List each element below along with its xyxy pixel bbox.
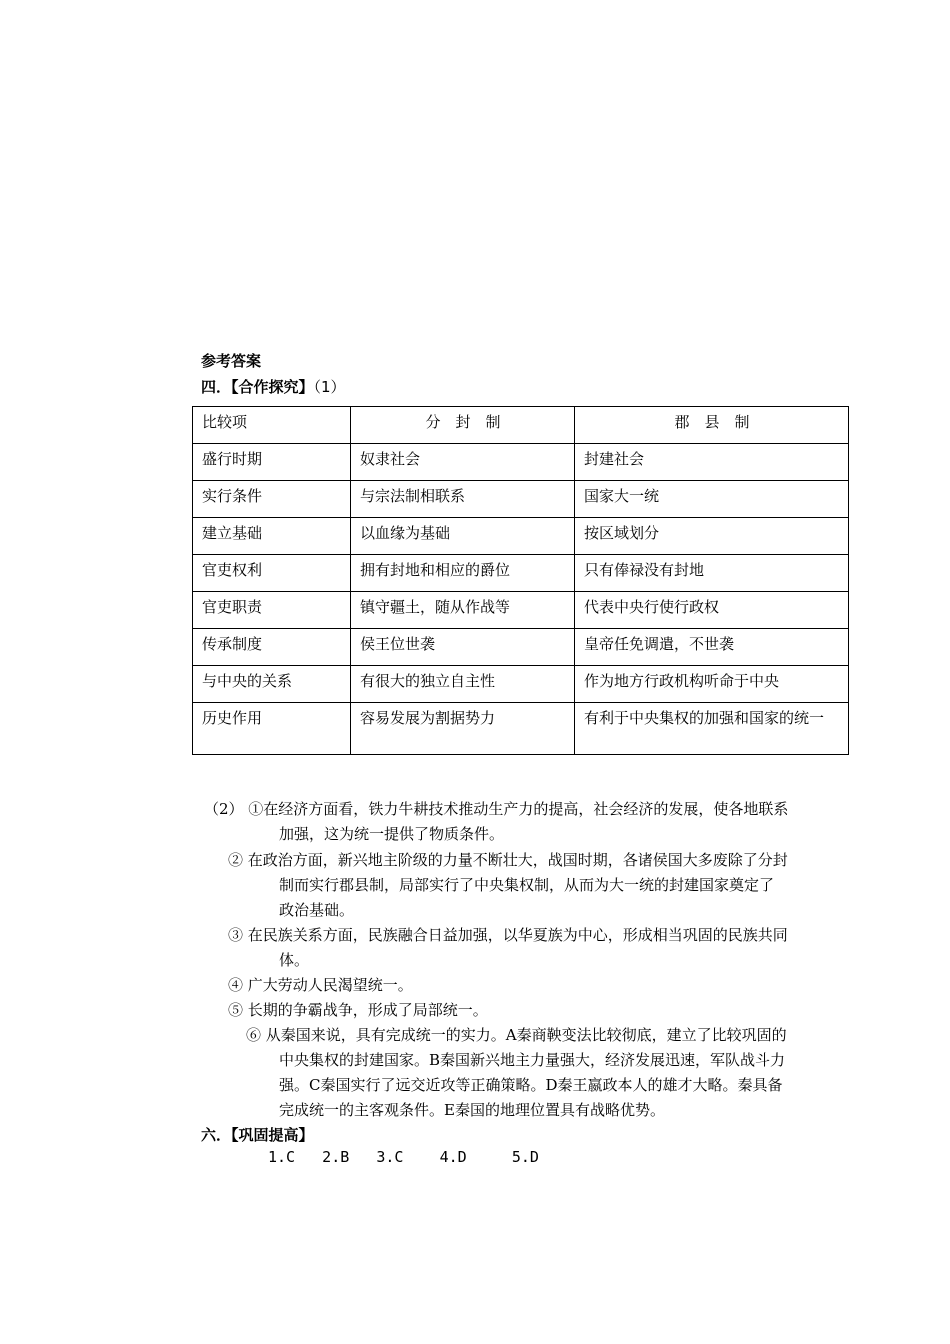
table-cell: 容易发展为割据势力 bbox=[351, 703, 575, 755]
table-cell: 拥有封地和相应的爵位 bbox=[351, 555, 575, 592]
table-cell: 建立基础 bbox=[193, 518, 351, 555]
table-header-row bbox=[193, 407, 849, 444]
table-row bbox=[193, 592, 849, 629]
table-row bbox=[193, 555, 849, 592]
table-cell: 作为地方行政机构听命于中央 bbox=[575, 666, 849, 703]
table-cell: 有利于中央集权的加强和国家的统一 bbox=[575, 703, 849, 755]
header-cell: 分 封 制 bbox=[351, 407, 575, 444]
table-cell: 官吏权利 bbox=[193, 555, 351, 592]
multiple-choice-answers: 1.C 2.B 3.C 4.D 5.D bbox=[268, 1148, 539, 1166]
table-cell: 侯王位世袭 bbox=[351, 629, 575, 666]
table-row bbox=[193, 629, 849, 666]
answer-line: ② 在政治方面，新兴地主阶级的力量不断壮大，战国时期，各诸侯国大多废除了分封 bbox=[228, 851, 788, 869]
answer-line: 政治基础。 bbox=[279, 901, 355, 919]
table-row bbox=[193, 666, 849, 703]
table-cell: 镇守疆土，随从作战等 bbox=[351, 592, 575, 629]
table-row bbox=[193, 703, 849, 755]
answer-line: 强。C秦国实行了远交近攻等正确策略。D秦王嬴政本人的雄才大略。秦具备 bbox=[279, 1076, 783, 1094]
table-cell: 代表中央行使行政权 bbox=[575, 592, 849, 629]
table-row bbox=[193, 481, 849, 518]
table-cell: 以血缘为基础 bbox=[351, 518, 575, 555]
table-row bbox=[193, 444, 849, 481]
answer-line: 中央集权的封建国家。B秦国新兴地主力量强大，经济发展迅速，军队战斗力 bbox=[279, 1051, 786, 1069]
table-cell: 官吏职责 bbox=[193, 592, 351, 629]
answer-line: （2） ①在经济方面看，铁力牛耕技术推动生产力的提高，社会经济的发展，使各地联系 bbox=[204, 800, 789, 818]
section-4-title bbox=[201, 376, 346, 397]
table-cell: 与宗法制相联系 bbox=[351, 481, 575, 518]
table-cell: 盛行时期 bbox=[193, 444, 351, 481]
answer-line: ④ 广大劳动人民渴望统一。 bbox=[228, 976, 413, 994]
answer-heading: 参考答案 bbox=[201, 352, 262, 370]
section-4-sub: （1） bbox=[313, 378, 346, 396]
answer-line: 完成统一的主客观条件。E秦国的地理位置具有战略优势。 bbox=[279, 1101, 665, 1119]
table-row bbox=[193, 518, 849, 555]
section-4-label: 四．【合作探究】 bbox=[201, 378, 314, 396]
answer-line: 加强，这为统一提供了物质条件。 bbox=[279, 825, 505, 843]
comparison-table bbox=[192, 406, 849, 755]
section-6-title: 六．【巩固提高】 bbox=[201, 1126, 314, 1144]
header-cell: 比较项 bbox=[193, 407, 351, 444]
table-cell: 传承制度 bbox=[193, 629, 351, 666]
header-cell: 郡 县 制 bbox=[575, 407, 849, 444]
table-cell: 实行条件 bbox=[193, 481, 351, 518]
answer-line: 体。 bbox=[279, 951, 310, 969]
table-cell: 皇帝任免调遣，不世袭 bbox=[575, 629, 849, 666]
answer-line: 制而实行郡县制，局部实行了中央集权制，从而为大一统的封建国家奠定了 bbox=[279, 876, 775, 894]
table-cell: 历史作用 bbox=[193, 703, 351, 755]
table-cell: 封建社会 bbox=[575, 444, 849, 481]
table-cell: 有很大的独立自主性 bbox=[351, 666, 575, 703]
table-cell: 只有俸禄没有封地 bbox=[575, 555, 849, 592]
table-cell: 奴隶社会 bbox=[351, 444, 575, 481]
answer-line: ⑥ 从秦国来说，具有完成统一的实力。A秦商鞅变法比较彻底，建立了比较巩固的 bbox=[246, 1026, 787, 1044]
table-cell: 国家大一统 bbox=[575, 481, 849, 518]
table-cell: 与中央的关系 bbox=[193, 666, 351, 703]
table-cell: 按区域划分 bbox=[575, 518, 849, 555]
answer-line: ③ 在民族关系方面，民族融合日益加强，以华夏族为中心，形成相当巩固的民族共同 bbox=[228, 926, 788, 944]
answer-line: ⑤ 长期的争霸战争，形成了局部统一。 bbox=[228, 1001, 488, 1019]
